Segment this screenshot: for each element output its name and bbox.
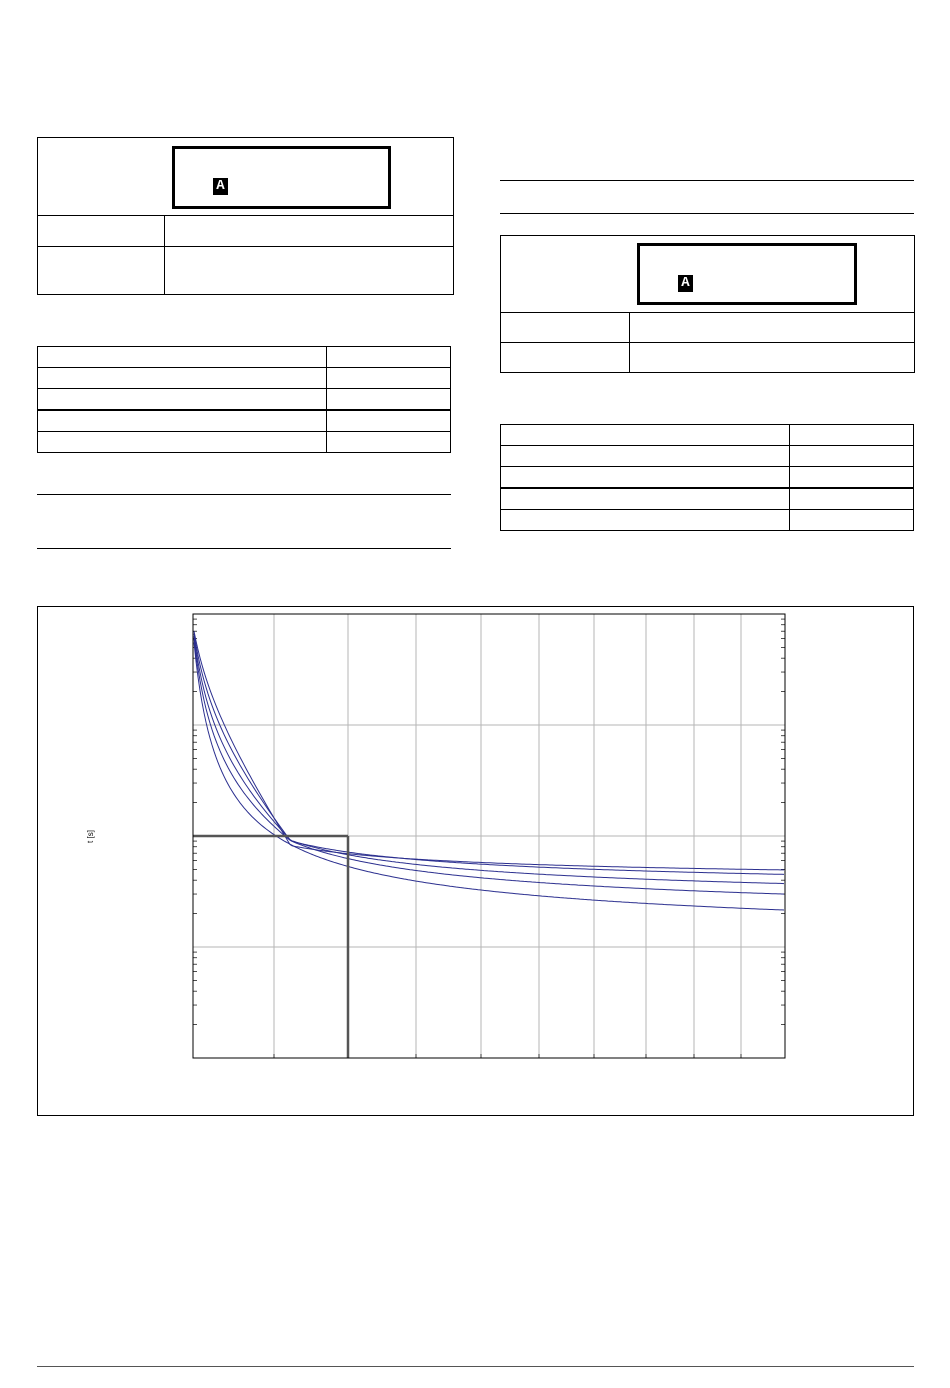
y-axis-label: t [s] <box>85 830 95 843</box>
left-lcd-cursor-icon: A <box>213 178 228 195</box>
right-lcd-cursor-icon: A <box>678 275 693 292</box>
footer-rule <box>37 1366 914 1367</box>
trip-curve-4 <box>194 634 784 875</box>
trip-curve-3 <box>194 636 784 883</box>
trip-curve-2 <box>194 639 784 894</box>
trip-curve-1 <box>194 642 784 910</box>
